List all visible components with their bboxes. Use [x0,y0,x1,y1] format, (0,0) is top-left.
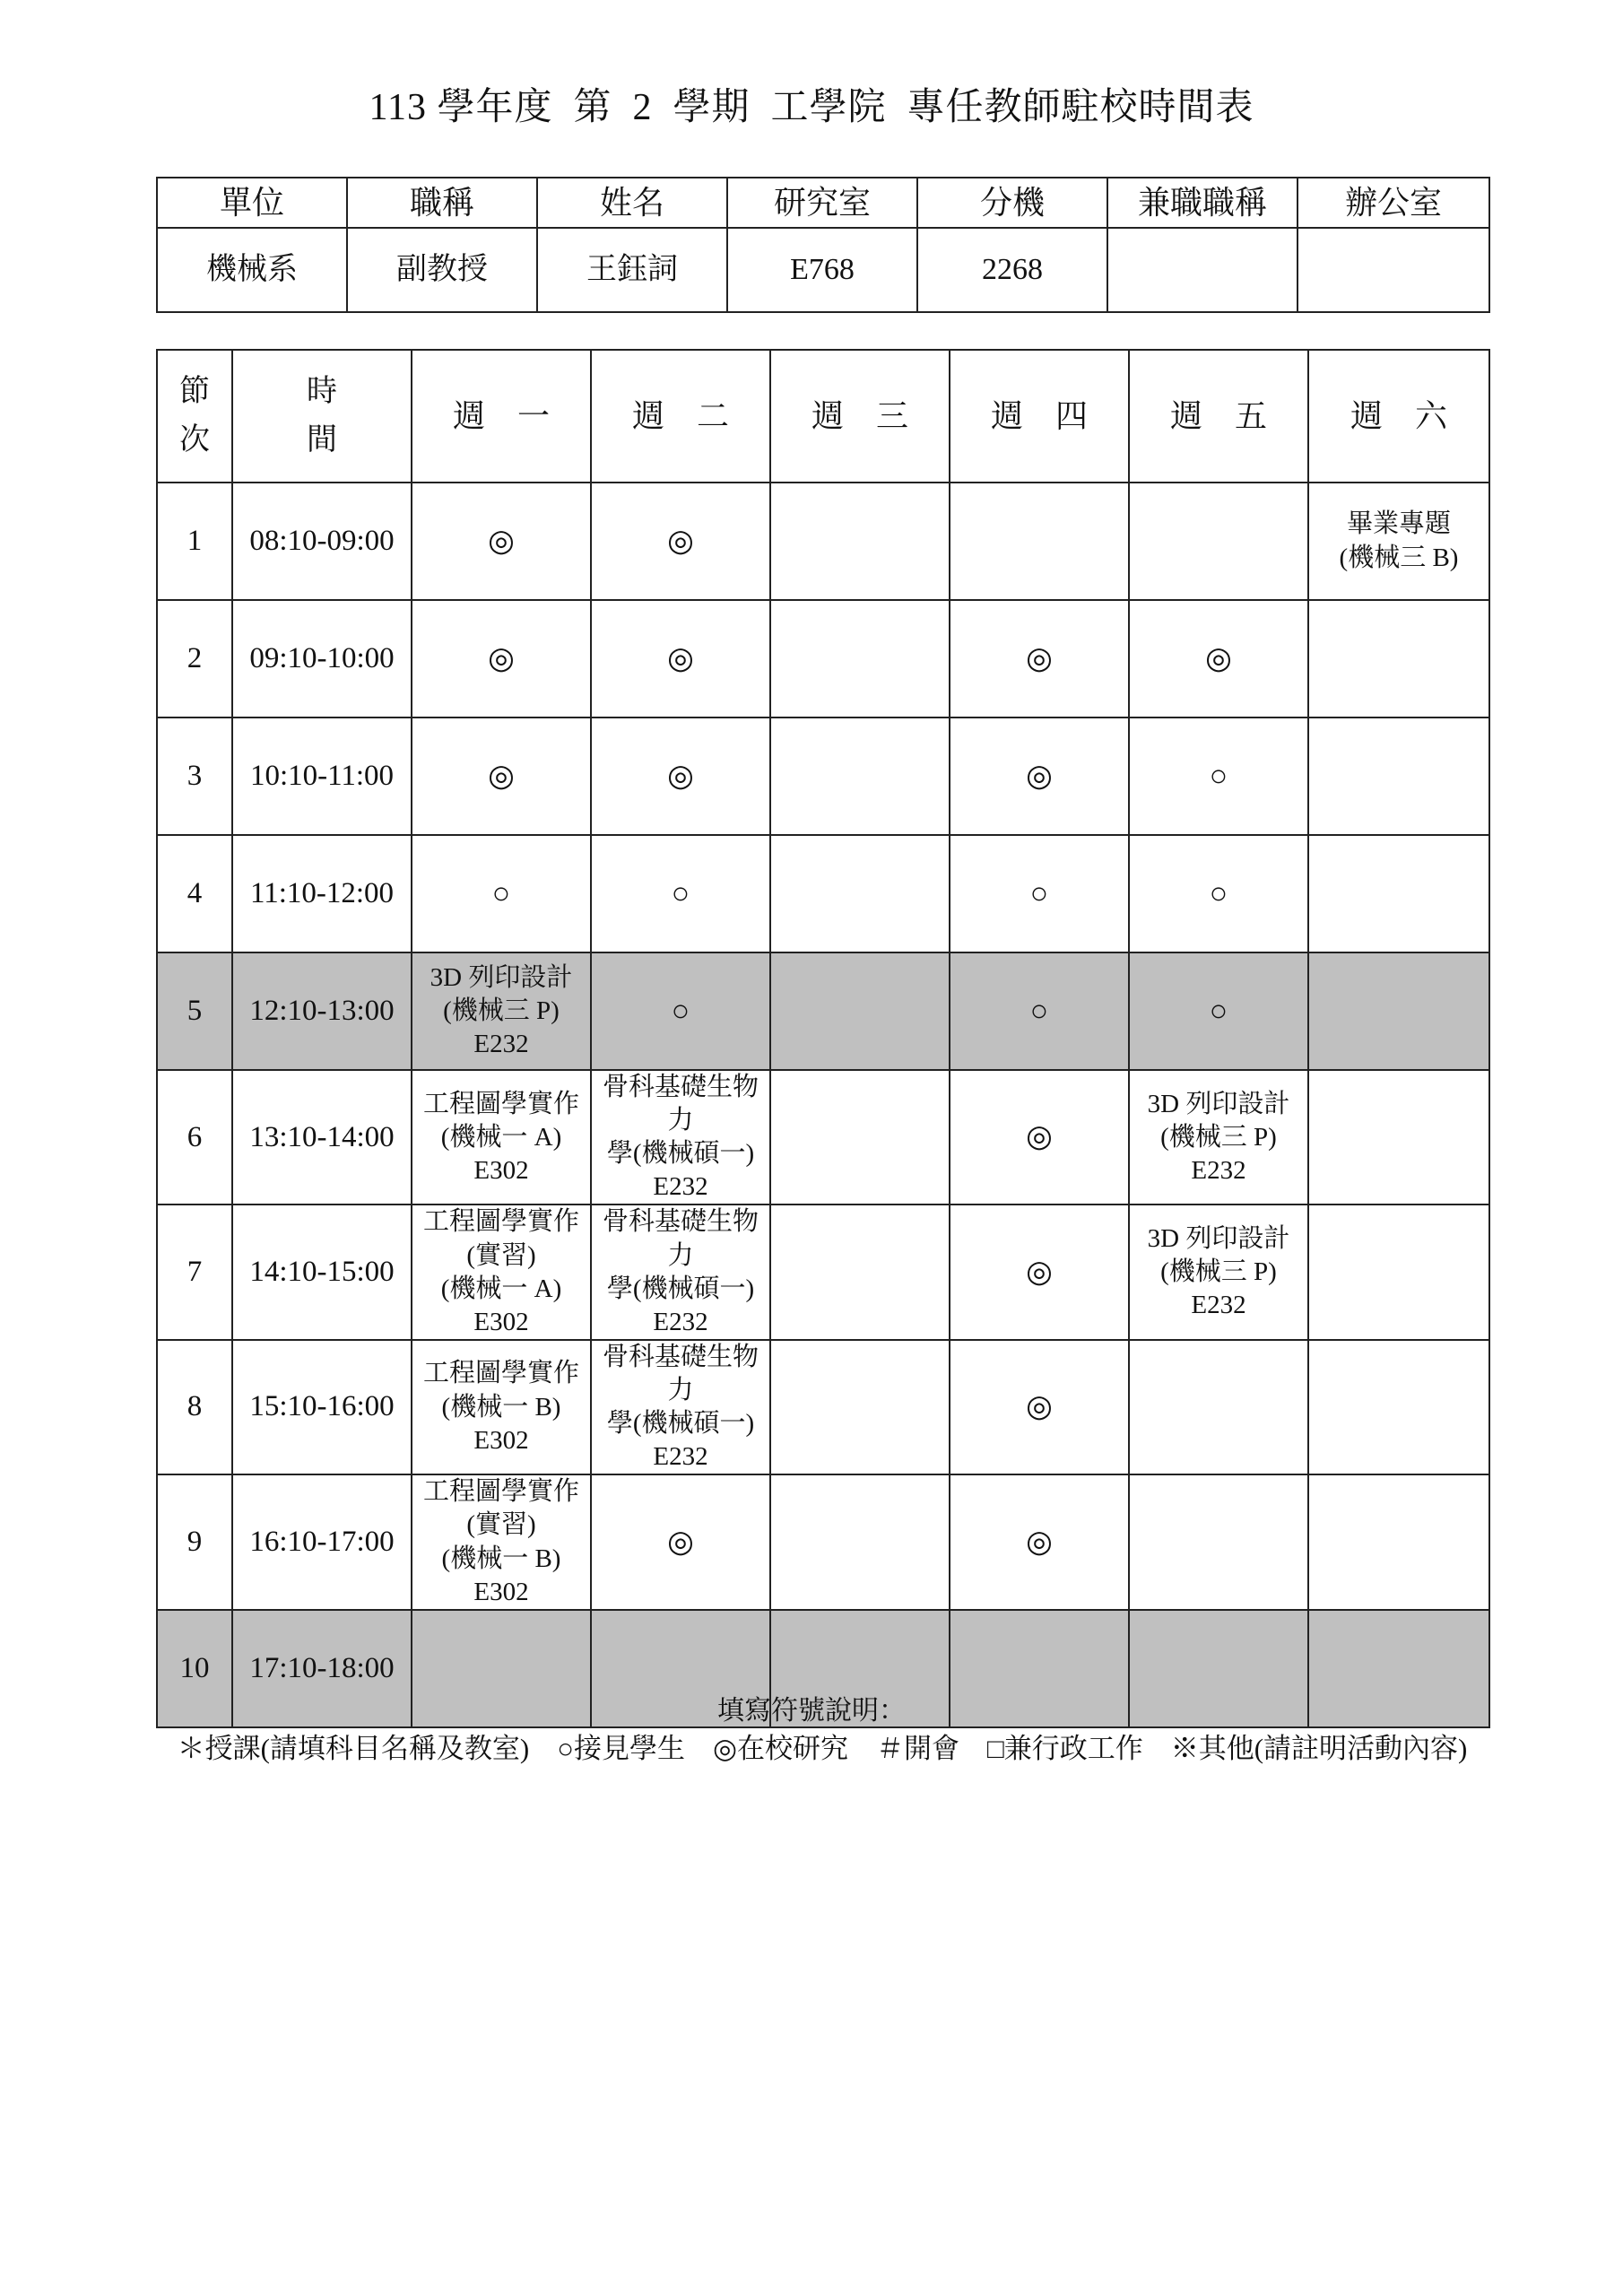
schedule-cell-saturday [1308,952,1489,1070]
period-number: 3 [157,718,232,835]
course-line: 工程圖學實作 [422,1089,579,1118]
period-number: 9 [157,1474,232,1609]
course-line: 學(機械碩一) [606,1409,755,1439]
schedule-cell-tuesday [591,600,770,718]
course-line: 學(機械碩一) [606,1139,755,1169]
time-range: 09:10-10:00 [232,600,412,718]
course-line: (機械一 B) [441,1392,561,1422]
schedule-cell-tuesday [591,835,770,952]
schedule-cell-wednesday [770,1070,950,1205]
schedule-cell-monday [412,835,591,952]
status-symbol-line: ◎ [1026,1120,1053,1154]
schedule-row [157,1340,1489,1474]
course-line: 學(機械碩一) [606,1274,755,1303]
time-header-line: 時 [307,374,337,408]
course-line: E302 [473,1307,529,1336]
course-line: 工程圖學實作 [422,1359,579,1388]
teacher-info-table [156,177,1490,313]
period-number: 6 [157,1070,232,1205]
info-value-unit: 機械系 [157,228,347,312]
info-value-extension: 2268 [917,228,1107,312]
schedule-cell-thursday [950,1474,1129,1609]
info-header-row [157,178,1489,228]
time-range: 16:10-17:00 [232,1474,412,1609]
schedule-cell-friday [1129,718,1308,835]
status-symbol-line: ◎ [1026,1255,1053,1289]
time-range: 14:10-15:00 [232,1205,412,1339]
schedule-cell-thursday [950,718,1129,835]
status-symbol-line: ○ [1209,759,1228,793]
legend-title: 填寫符號說明： [717,1696,906,1726]
info-value-lab: E768 [727,228,917,312]
course-line: E232 [653,1307,708,1336]
course-line: (機械三 P) [1160,1122,1277,1152]
period-number: 7 [157,1205,232,1339]
period-header-line: 次 [179,423,210,457]
schedule-cell-monday [412,1205,591,1339]
info-header-name: 姓名 [537,178,727,228]
schedule-cell-friday [1129,1474,1308,1609]
course-line: 骨科基礎生物力 [602,1342,759,1405]
day-header-thursday: 週 四 [950,350,1129,483]
course-line: E302 [473,1577,529,1606]
time-range: 10:10-11:00 [232,718,412,835]
course-line: (機械三 P) [443,996,560,1025]
schedule-cell-wednesday [770,952,950,1070]
info-value-name: 王鈺詞 [537,228,727,312]
schedule-cell-saturday [1308,835,1489,952]
schedule-row [157,1070,1489,1205]
day-header-monday: 週 一 [412,350,591,483]
course-line: 3D 列印設計 [430,962,573,992]
schedule-cell-friday [1129,835,1308,952]
info-header-extension: 分機 [917,178,1107,228]
day-header-saturday: 週 六 [1308,350,1489,483]
time-range: 08:10-09:00 [232,483,412,600]
time-header-line: 間 [307,423,337,457]
status-symbol-line: ◎ [1026,1390,1053,1424]
status-symbol-line: ◎ [488,759,515,793]
schedule-row [157,952,1489,1070]
status-symbol-line: ○ [491,876,511,910]
schedule-cell-tuesday [591,483,770,600]
course-line: 骨科基礎生物力 [602,1073,759,1135]
schedule-cell-thursday [950,483,1129,600]
status-symbol-line: ○ [671,994,690,1028]
status-symbol-line: ○ [1029,876,1049,910]
schedule-row [157,483,1489,600]
schedule-cell-saturday [1308,1070,1489,1205]
status-symbol-line: ○ [1209,876,1228,910]
info-header-concurrent-title: 兼職職稱 [1107,178,1298,228]
info-value-concurrent-title [1107,228,1298,312]
schedule-cell-saturday [1308,718,1489,835]
course-line: 工程圖學實作 [422,1477,579,1507]
course-line: (實習) [466,1240,536,1270]
course-line: 骨科基礎生物力 [602,1207,759,1270]
period-number: 8 [157,1340,232,1474]
course-line: E232 [653,1172,708,1202]
time-range: 17:10-18:00 [232,1610,412,1727]
schedule-cell-friday [1129,1340,1308,1474]
period-number: 1 [157,483,232,600]
schedule-cell-friday [1129,600,1308,718]
schedule-cell-friday [1129,1205,1308,1339]
schedule-cell-friday [1129,952,1308,1070]
info-value-row [157,228,1489,312]
schedule-cell-tuesday [591,1474,770,1609]
course-line: E232 [653,1442,708,1472]
status-symbol-line: ◎ [1205,641,1232,675]
status-symbol-line: ○ [1209,994,1228,1028]
schedule-cell-thursday [950,1205,1129,1339]
status-symbol-line: ◎ [1026,759,1053,793]
period-number: 2 [157,600,232,718]
status-symbol-line: ◎ [488,641,515,675]
course-line: 畢業專題 [1346,509,1451,539]
status-symbol-line: ◎ [667,524,694,558]
schedule-row [157,1474,1489,1609]
status-symbol-line: ◎ [1026,641,1053,675]
course-line: (機械一 B) [441,1544,561,1573]
schedule-row [157,835,1489,952]
status-symbol-line: ◎ [667,759,694,793]
page-title: 113 學年度 第 2 學期 工學院 專任教師駐校時間表 [369,87,1254,128]
schedule-cell-friday [1129,1070,1308,1205]
schedule-cell-thursday [950,1340,1129,1474]
info-header-rank: 職稱 [347,178,537,228]
time-range: 11:10-12:00 [232,835,412,952]
course-line: (機械三 B) [1339,543,1459,572]
course-line: E232 [1191,1291,1246,1320]
schedule-cell-tuesday [591,1340,770,1474]
schedule-cell-monday [412,483,591,600]
schedule-cell-thursday [950,600,1129,718]
course-line: E302 [473,1425,529,1455]
schedule-cell-wednesday [770,718,950,835]
schedule-cell-wednesday [770,600,950,718]
schedule-cell-wednesday [770,1340,950,1474]
time-header [232,350,412,483]
schedule-cell-wednesday [770,1474,950,1609]
course-line: (機械三 P) [1160,1257,1277,1287]
schedule-cell-monday [412,952,591,1070]
schedule-cell-monday [412,1474,591,1609]
course-line: (機械一 A) [440,1122,562,1152]
schedule-cell-saturday [1308,483,1489,600]
schedule-cell-monday [412,600,591,718]
schedule-cell-wednesday [770,835,950,952]
schedule-row [157,600,1489,718]
day-header-wednesday: 週 三 [770,350,950,483]
schedule-cell-saturday [1308,1474,1489,1609]
schedule-cell-tuesday [591,1205,770,1339]
course-line: E232 [473,1030,529,1059]
schedule-row [157,718,1489,835]
schedule-cell-saturday [1308,600,1489,718]
schedule-cell-saturday [1308,1340,1489,1474]
course-line: 工程圖學實作 [422,1207,579,1237]
day-header-friday: 週 五 [1129,350,1308,483]
time-range: 13:10-14:00 [232,1070,412,1205]
status-symbol-line: ◎ [1026,1525,1053,1559]
schedule-cell-saturday [1308,1205,1489,1339]
course-line: (機械一 A) [440,1274,562,1303]
day-header-tuesday: 週 二 [591,350,770,483]
schedule-table [156,349,1490,1728]
schedule-cell-thursday [950,1070,1129,1205]
schedule-cell-tuesday [591,952,770,1070]
period-header [157,350,232,483]
schedule-cell-tuesday [591,1070,770,1205]
info-header-office: 辦公室 [1298,178,1489,228]
schedule-cell-monday [412,1340,591,1474]
status-symbol-line: ◎ [667,1525,694,1559]
info-value-office [1298,228,1489,312]
schedule-row [157,1205,1489,1339]
info-header-unit: 單位 [157,178,347,228]
time-range: 15:10-16:00 [232,1340,412,1474]
info-value-rank: 副教授 [347,228,537,312]
status-symbol-line: ○ [1029,994,1049,1028]
course-line: E302 [473,1155,529,1185]
period-header-line: 節 [179,374,210,408]
schedule-cell-monday [412,718,591,835]
time-range: 12:10-13:00 [232,952,412,1070]
course-line: 3D 列印設計 [1147,1223,1290,1253]
course-line: (實習) [466,1510,536,1540]
schedule-header-row [157,350,1489,483]
schedule-cell-thursday [950,835,1129,952]
schedule-cell-monday [412,1070,591,1205]
info-header-lab: 研究室 [727,178,917,228]
legend-items: ＊授課(請填科目名稱及教室) ○接見學生 ◎在校研究 ＃開會 □兼行政工作 ※其他(請註明活動內容) [177,1733,1468,1764]
status-symbol-line: ◎ [667,641,694,675]
course-line: 3D 列印設計 [1147,1089,1290,1118]
schedule-cell-thursday [950,952,1129,1070]
schedule-cell-tuesday [591,718,770,835]
period-number: 10 [157,1610,232,1727]
course-line: E232 [1191,1155,1246,1185]
schedule-cell-wednesday [770,483,950,600]
period-number: 5 [157,952,232,1070]
schedule-cell-wednesday [770,1205,950,1339]
status-symbol-line: ◎ [488,524,515,558]
schedule-cell-friday [1129,483,1308,600]
period-number: 4 [157,835,232,952]
status-symbol-line: ○ [671,876,690,910]
